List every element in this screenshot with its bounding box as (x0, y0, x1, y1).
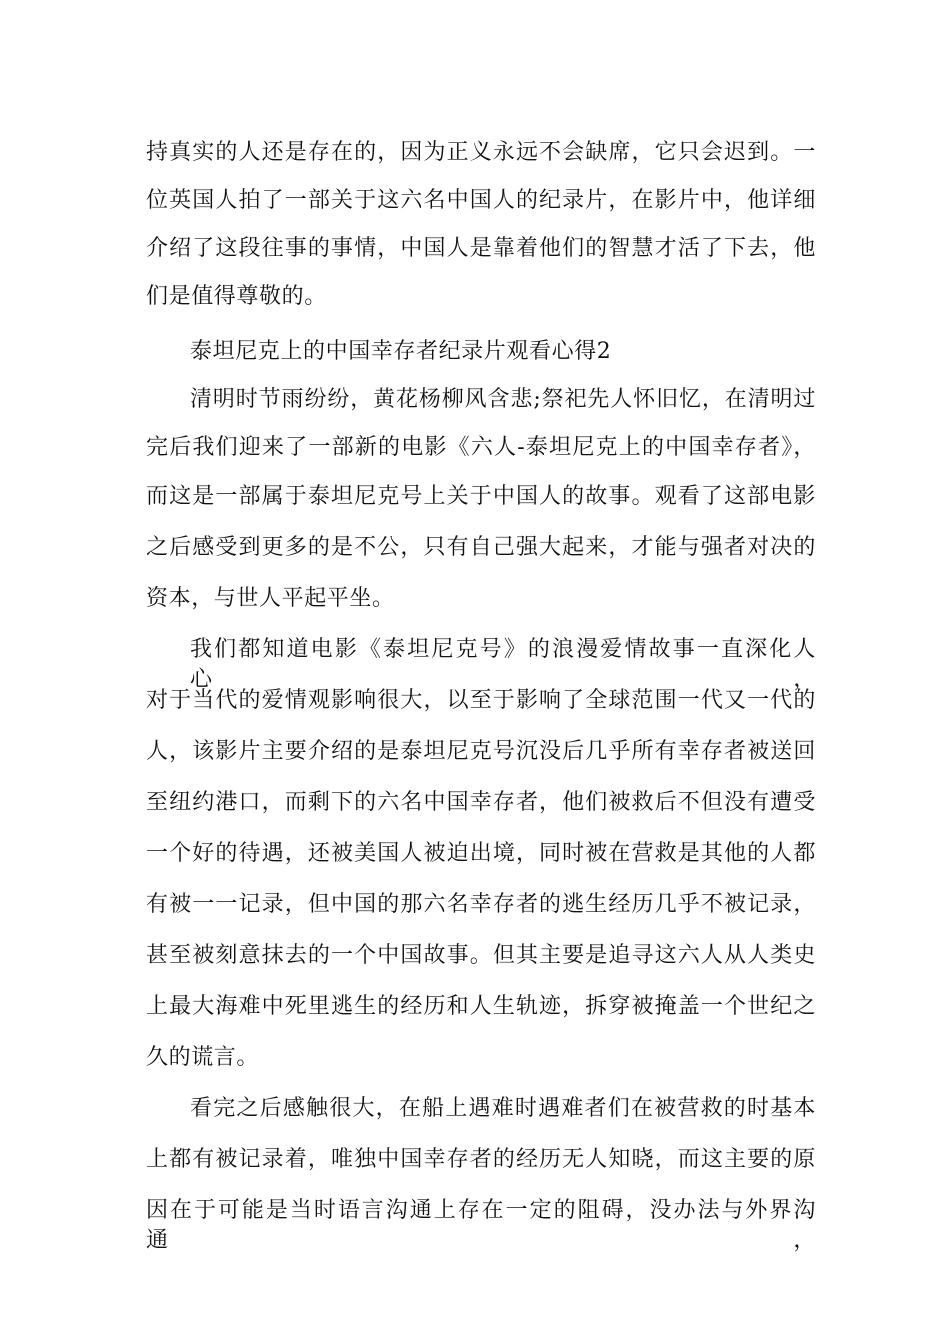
body-text-line: 有被一一记录，但中国的那六名幸存者的逃生经历几乎不被记录， (146, 892, 816, 917)
body-text-line: 至纽约港口，而剩下的六名中国幸存者，他们被救后不但没有遭受 (146, 790, 816, 815)
body-text-line: 对于当代的爱情观影响很大，以至于影响了全球范围一代又一代的 (146, 688, 816, 713)
body-text-line: 甚至被刻意抹去的一个中国故事。但其主要是追寻这六人从人类史 (146, 943, 816, 968)
section-heading: 泰坦尼克上的中国幸存者纪录片观看心得2 (190, 339, 612, 364)
body-text-line: 因在于可能是当时语言沟通上存在一定的阻碍，没办法与外界沟通， (146, 1198, 816, 1253)
body-text-line: 之后感受到更多的是不公，只有自己强大起来，才能与强者对决的 (146, 535, 816, 560)
body-text-line: 久的谎言。 (146, 1045, 260, 1070)
body-text-line: 位英国人拍了一部关于这六名中国人的纪录片，在影片中，他详细 (146, 188, 816, 213)
body-text-line: 介绍了这段往事的事情，中国人是靠着他们的智慧才活了下去，他 (146, 236, 816, 261)
body-text-line: 清明时节雨纷纷，黄花杨柳风含悲;祭祀先人怀旧忆，在清明过 (190, 387, 816, 412)
body-text-line: 上都有被记录着，唯独中国幸存者的经历无人知晓，而这主要的原 (146, 1147, 816, 1172)
body-text-line: 一个好的待遇，还被美国人被迫出境，同时被在营救是其他的人都 (146, 841, 816, 866)
body-text-line: 上最大海难中死里逃生的经历和人生轨迹，拆穿被掩盖一个世纪之 (146, 994, 816, 1019)
body-text-line: 我们都知道电影《泰坦尼克号》的浪漫爱情故事一直深化人心， (190, 637, 816, 692)
body-text-line: 完后我们迎来了一部新的电影《六人-泰坦尼克上的中国幸存者》， (146, 435, 816, 460)
body-text-line: 持真实的人还是存在的，因为正义永远不会缺席，它只会迟到。一 (146, 140, 816, 165)
body-text-line: 看完之后感触很大，在船上遇难时遇难者们在被营救的时基本 (190, 1096, 816, 1121)
body-text-line: 们是值得尊敬的。 (146, 284, 327, 309)
body-text-line: 人，该影片主要介绍的是泰坦尼克号沉没后几乎所有幸存者被送回 (146, 739, 816, 764)
body-text-line: 而这是一部属于泰坦尼克号上关于中国人的故事。观看了这部电影 (146, 484, 816, 509)
body-text-line: 资本，与世人平起平坐。 (146, 586, 395, 611)
